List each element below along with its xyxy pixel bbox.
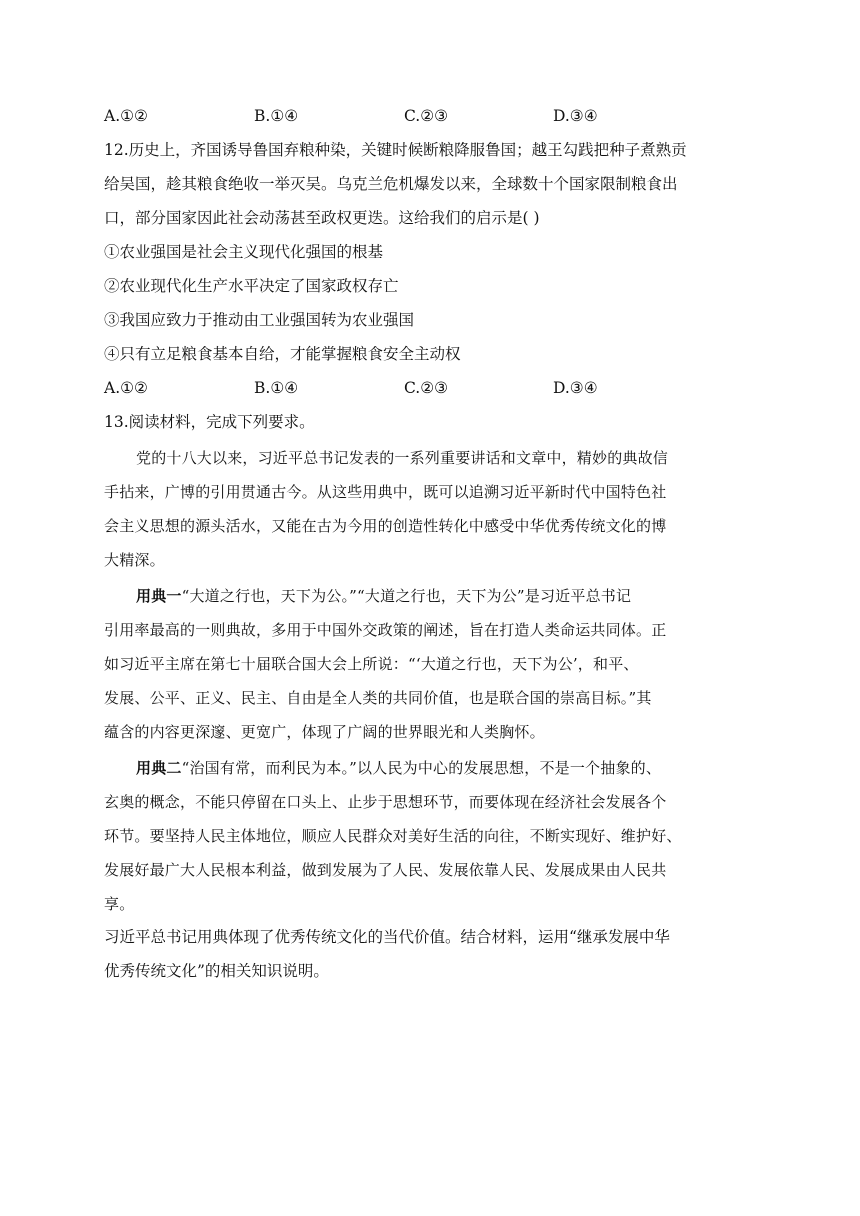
q13-quote2-first-line: [136, 756, 661, 780]
q13-intro-line: 会主义思想的源头活水，又能在古为今用的创造性转化中感受中华优秀传统文化的博: [104, 517, 667, 535]
option-d[interactable]: D.③④: [553, 107, 598, 125]
q12-item: ②农业现代化生产水平决定了国家政权存亡: [104, 277, 399, 295]
option-b[interactable]: B.①④: [254, 379, 299, 397]
q13-question-line: 优秀传统文化”的相关知识说明。: [104, 962, 329, 980]
option-d[interactable]: D.③④: [553, 379, 598, 397]
q13-quote2-line: 发展好最广大人民根本利益，做到发展为了人民、发展依靠人民、发展成果由人民共: [104, 861, 667, 879]
q13-quote1-line: 发展、公平、正义、民主、自由是全人类的共同价值，也是联合国的崇高目标。”其: [104, 689, 652, 707]
q13-intro-line: 大精深。: [104, 551, 165, 569]
quote1-label: 用典一: [136, 587, 182, 605]
q13-quote2-line: 玄奥的概念，不能只停留在口头上、止步于思想环节，而要体现在经济社会发展各个: [104, 793, 667, 811]
q13-quote2-line: 环节。要坚持人民主体地位，顺应人民群众对美好生活的向往，不断实现好、维护好、: [104, 827, 682, 845]
option-a[interactable]: A.①②: [104, 107, 148, 125]
option-a[interactable]: A.①②: [104, 379, 148, 397]
q13-quote1-line: 引用率最高的一则典故，多用于中国外交政策的阐述，旨在打造人类命运共同体。正: [104, 621, 667, 639]
q12-item: ③我国应致力于推动由工业强国转为农业强国: [104, 311, 415, 329]
option-c[interactable]: C.②③: [404, 379, 449, 397]
q13-question-line: 习近平总书记用典体现了优秀传统文化的当代价值。结合材料，运用“继承发展中华: [104, 928, 670, 946]
q13-quote2-line: 享。: [104, 895, 135, 913]
q12-stem-line: 12.历史上，齐国诱导鲁国弃粮种染，关键时候断粮降服鲁国；越王勾践把种子煮熟贡: [104, 141, 687, 159]
q13-quote1-line: 如习近平主席在第七十届联合国大会上所说：“‘大道之行也，天下为公’，和平、: [104, 655, 639, 673]
q12-item: ④只有立足粮食基本自给，才能掌握粮食安全主动权: [104, 345, 461, 363]
quote2-text: “治国有常，而利民为本。”以人民为中心的发展思想，不是一个抽象的、: [181, 759, 662, 777]
q12-stem-line: 给吴国，趁其粮食绝收一举灭吴。乌克兰危机爆发以来，全球数十个国家限制粮食出: [104, 175, 678, 193]
q13-intro-line: 党的十八大以来，习近平总书记发表的一系列重要讲话和文章中，精妙的典故信: [136, 449, 669, 467]
q13-stem: 13.阅读材料，完成下列要求。: [104, 413, 315, 431]
option-c[interactable]: C.②③: [404, 107, 449, 125]
quote2-label: 用典二: [136, 759, 182, 777]
quote1-text: “大道之行也，天下为公。”“大道之行也，天下为公”是习近平总书记: [181, 587, 632, 605]
q12-stem-line: 口，部分国家因此社会动荡甚至政权更迭。这给我们的启示是( ): [104, 209, 540, 227]
q13-quote1-line: 蕴含的内容更深邃、更宽广，体现了广阔的世界眼光和人类胸怀。: [104, 723, 545, 741]
option-b[interactable]: B.①④: [254, 107, 299, 125]
q12-item: ①农业强国是社会主义现代化强国的根基: [104, 243, 384, 261]
q13-intro-line: 手拈来，广博的引用贯通古今。从这些用典中，既可以追溯习近平新时代中国特色社: [104, 483, 667, 501]
q13-quote1-first-line: [136, 584, 631, 608]
